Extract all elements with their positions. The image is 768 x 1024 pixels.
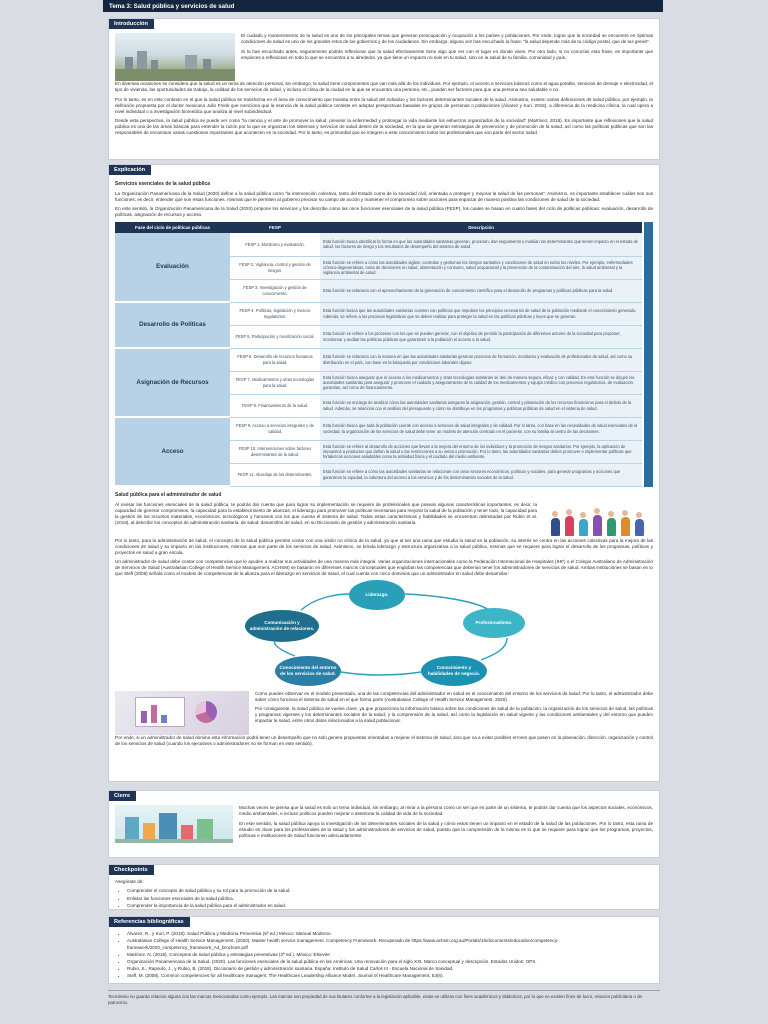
node-profesionalismo: Profesionalismo.: [463, 608, 525, 638]
table-description-cell: Esta función se relaciona con el aprovechamiento de la generación de conocimiento científico para el desarrollo de programas y políticas públicas para la salud.: [320, 279, 642, 302]
page-title: Tema 3: Salud pública y servicios de salud: [103, 0, 663, 12]
footer-disclaimer: Tecmilenio no guarda relación alguna con las marcas mencionadas como ejemplo. Las marcas son propiedad de sus titulares conforme a la legislación aplicable, estas se utilizan con fines académicos y didácticos, por lo que no existen fines de lucro, relación publicitaria o de patrocinio.: [108, 994, 642, 1005]
table-description-cell: Esta función se refiere a los procesos con los que se pueden generar, con el objetivo de permitir la participación de diferentes actores de la sociedad para proponer, monitorear y auditar las políticas públicas que garanticen a la población el acceso a la salud.: [320, 325, 642, 348]
team-illustration: [543, 502, 653, 538]
table-fesp-cell: FESP 8. Financiamiento de la salud.: [230, 394, 320, 417]
explicacion-heading: Explicación: [109, 165, 151, 175]
intro-paragraph-2: Si la has escuchado antes, seguramente podrás reflexionar que la salud efectivamente tiene algo que ver con el lugar en donde vives. Por otro lado, si no conocías esta frase, es importante que empieces a reflexionar en todo lo que se encuentra a tu alrededor, ya que tiene un impacto no solo en tu salud, sino en la salud de tu familia, comunidad y país.: [241, 48, 653, 60]
table-row: [115, 417, 642, 440]
table-fesp-cell: FESP 9. Acceso a servicios integrales y de calidad.: [230, 417, 320, 440]
node-negocio: Conocimiento y habilidades de negocio.: [421, 656, 487, 686]
reference-item: • Stefl, M. (2008). Common competencies for all healthcare managers: The Healthcare Leadership Alliance Model. Journal of Healthcare Management, 53(6).: [127, 973, 653, 979]
explicacion-paragraph-8: Por ende, si un administrador de salud domina esta información podrá tener un desempeño que no solo genera propuestas orientadas a mejorar el sistema de salud, sino que va a evitar posibles errores que pasen en la planeación, dirección, organización y control de los servicios de salud (cuando los ejecutivos o administradores no se forman en este sentido).: [115, 735, 653, 747]
cierre-paragraph-1: Muchas veces se piensa que la salud es solo un tema individual, sin embargo, al mirar a la persona como un ser que es parte de un sistema, te podrás dar cuenta que los aspectos sociales, económicos, medio ambientales, e incluso políticos pueden mejorar o deteriorar la calidad de vida de la sociedad.: [239, 805, 653, 817]
table-description-cell: Esta función se encarga de analizar cómo las autoridades sanitarias aseguran la asignación, gestión, control y planeación de los recursos financieros para el ámbito de la salud. Además, se relaciona con el análisis del presupuesto y cómo se distribuye en los programas y políticas públicas de salud en el sistema de salud.: [320, 394, 642, 417]
intro-paragraph-5: Desde esta perspectiva, la salud pública se puede ver como "la ciencia y el arte de promover la salud, prevenir la enfermedad y prolongar la vida mediante los esfuerzos organizados de la sociedad" (Martínez, 2018). Es importante que reflexiones que la salud pública es una de las áreas básicas para entender la razón por la que se organizan los sistemas y servicios de salud dentro de la sociedad, en la que se generan estrategias de prevención y de promoción de la salud, así como las políticas públicas que son las responsables de encaminar varias cuestiones importantes que acontecen en la sociedad. Por lo tanto, es primordial que se integren a este conocimiento todos los profesionales que son parte del sector salud.: [115, 117, 653, 135]
table-fesp-cell: FESP 4. Políticas, legislación y marcos regulatorios.: [230, 302, 320, 325]
table-row: [115, 302, 642, 325]
table-fesp-cell: FESP 1. Monitoreo y evaluación.: [230, 233, 320, 256]
table-phase-cell: Evaluación: [115, 233, 230, 302]
explicacion-paragraph-3: Al revisar las funciones esenciales de la salud pública, te podrás dar cuenta que para lograr su implementación se requiere de profesionales que posean algunas características importantes, es decir, la capacidad de generar compromisos, la capacidad para la establecimiento de alianzas; el liderazgo para promover las políticas necesarias para mejorar la salud de la población y tener todo, la capacidad para la gestión de los recursos materiales, económicos, tecnológicos y humanos con los que cuenta el sistema de salud. Todas estas características y habilidades se encuentran delimitadas por Rubio et al. (2018), al describir los conceptos de administración sanitaria, de salud: desarrollos de salud, en su Diccionario de gestión y administración sanitaria.: [115, 501, 537, 525]
table-fesp-cell: FESP 11. Abordaje de los determinantes.: [230, 463, 320, 486]
table-description-cell: Esta función se refiere a cómo las autoridades sanitarias se relacionan con otros sectores económicos, políticos y sociales, para generar programas y acciones que garanticen la equidad, la cobertura del acceso a los servicios y de los determinantes sociales de la salud.: [320, 463, 642, 486]
table-fesp-cell: FESP 5. Participación y movilización social.: [230, 325, 320, 348]
explicacion-paragraph-5: Un administrador de salud debe contar con competencias que le ayuden a realizar sus actividades de una manera más integral. Varias organizaciones internacionales como la Federación Internacional de Hospitales (IHF) o el Colegio Australiano de Administración de Servicios de Salud (Australasian College of Health Service Management, ACHSM) se basaron en diferentes marcos conceptuales que engloban las competencias que deberían tener los administradores de servicios de salud. Ambas instituciones se basan en lo que Stefl (2008) señala como el modelo de competencias de la alianza para el liderazgo en servicios de salud, el cual cuenta con cinco dominios que un administrador en salud debe desarrollar:: [115, 559, 653, 577]
table-header-phase: Fase del ciclo de políticas públicas: [115, 222, 230, 233]
table-fesp-cell: FESP 10. Intervenciones sobre factores determinantes de la salud.: [230, 440, 320, 463]
checkpoints-heading: Checkpoints: [109, 865, 154, 875]
table-description-cell: Esta función busca asegurar que el acceso a los medicamentos y otras tecnologías sanitarias se den de manera segura, eficaz y con calidad. En este función se dirigen las autoridades sanitarias para asegurar y promover el cuidado y aseguramiento de la calidad de los medicamentos y equipo médico con procesos regulatorios, de evaluación, garantías, así como de financiamiento.: [320, 371, 642, 394]
explicacion-paragraph-2: En este sentido, la Organización Panamericana de la Salud (2020) propone los servicios y los describe como las once funciones esenciales de la salud pública (FESP), los cuales se basan en cuatro fases del ciclo de políticas públicas: evaluación, desarrollo de políticas, asignación de recursos y acceso.: [115, 206, 653, 218]
explicacion-section: [108, 164, 660, 782]
checkpoint-item: • Comprender el concepto de salud pública y su rol para la promoción de la salud.: [127, 888, 653, 894]
table-fesp-cell: FESP 3. Investigación y gestión de conocimiento.: [230, 279, 320, 302]
reference-item: • Organización Panamericana de la Salud. (2020). Las funciones esenciales de la salud pública en las Américas. Una renovación para el siglo XXI. Marco conceptual y descripción. Estados Unidos: OPS.: [127, 959, 653, 965]
intro-paragraph-4: Por lo tanto, es en este contexto en el que la salud pública se transforma en el área de conocimiento que transita entre la salud del individuo y los factores determinantes sociales de la salud. Asimismo, existen varias definiciones de salud pública, por ejemplo, la definición propuesta por el doctor mexicano Julio Frenk que menciona que la esencia de la salud pública consiste en adoptar perspectivas basadas en grupos de personas o poblaciones (Álvarez y Kuri, 2018), a diferencia de la medicina clínica, la cual opera a nivel individual o a investigación biomédica que analiza al nivel subindividual.: [115, 96, 653, 114]
dashboard-illustration: [115, 691, 249, 735]
table-side-accent: [644, 222, 653, 487]
table-row: [115, 233, 642, 256]
table-fesp-cell: FESP 2. Vigilancia, control y gestión de riesgos.: [230, 256, 320, 279]
table-header-description: Descripción: [320, 222, 642, 233]
table-phase-cell: Asignación de Recursos: [115, 348, 230, 417]
checkpoint-item: • Comprender la importancia de la salud pública para el administrador en salud.: [127, 903, 653, 909]
reference-item: • Rubio, S., Rapoulo, J., y Rubio, B. (2018). Diccionario de gestión y administración sanitaria. España: Instituto de Salud Carlos III - Escuela Nacional de Sanidad.: [127, 966, 653, 972]
intro-section: [108, 18, 660, 160]
reference-item: • Martínez, N. (2018). Conceptos de salud pública y estrategias preventivas (2ª ed.). México: Elsevier.: [127, 952, 653, 958]
footer-divider: [108, 990, 660, 991]
explicacion-paragraph-1: La Organización Panamericana de la Salud (2020) define a la salud pública como "la intervención colectiva, tanto del Estado como de la sociedad civil, orientada a proteger y mejorar la salud de las personas". Asimismo, es importante establecer cuáles son sus funciones; es decir, entender qué son estas funciones, mismas que le permiten al gobierno precisar su campo de acción y mantener el compromiso sobre acciones para impactar de manera positiva las condiciones de salud de la sociedad.: [115, 190, 653, 203]
checkpoints-intro: Asegúrate de:: [115, 879, 144, 885]
referencias-heading: Referencias bibliográficas: [109, 917, 190, 927]
cierre-section: [108, 790, 660, 858]
table-fesp-cell: FESP 7. Medicamentos y otras tecnologías para la salud.: [230, 371, 320, 394]
cierre-heading: Cierre: [109, 791, 136, 801]
references-list: [127, 931, 653, 978]
subheading-servicios: Servicios esenciales de la salud pública: [115, 181, 211, 188]
intro-paragraph-3: En diversas ocasiones se considera que la salud es un tema de atención personal, sin embargo, la salud tiene componentes que van más allá de los individuos. Por ejemplo, el acceso a servicios básicos como el agua potable, servicios de drenaje o electricidad, el tipo de vivienda, las oportunidades de trabajo, la calidad de los servicios de salud, y incluso el clima de la ciudad en la que se encuentra una persona, etc., pueden ser factores para que una persona sea saludable o no.: [115, 81, 653, 93]
table-description-cell: Esta función se refiere al desarrollo de acciones que llevan a la mejora del entorno de los individuos y la promoción de riesgos sanitarios. Por ejemplo, la aplicación de impuestos a productos que dañan la salud o las restricciones a su venta o promoción. Por lo tanto, las autoridades sanitarias deben promover e implementar políticas que fortalezcan acciones saludables como la actividad física y el cuidado del medio ambiente.: [320, 440, 642, 463]
fesp-table: [115, 222, 642, 487]
intro-paragraph-1: El cuidado y mantenimiento de la salud es uno de los principales temas que generan preocupación y ocupación a los países y poblaciones. Por ende, lograr que la sociedad se encuentre en óptimas condiciones de salud es uno de los grandes retos de los gobiernos y de los ciudadanos. Sin embargo, alguna vez has escuchado la frase: "la salud depende más de tu código postal, que de tus genes".: [241, 33, 653, 45]
table-header-fesp: FESP: [230, 222, 320, 233]
table-description-cell: Esta función busca que toda la población cuente con acceso a servicios de salud integrales y de calidad. Por lo tanto, con base en las necesidades de salud esenciales de la sociedad, la organización de los servicios de salud debe tener un modelo de atención centrado en el paciente, con su familia al centro de las decisiones.: [320, 417, 642, 440]
table-fesp-cell: FESP 6. Desarrollo de recursos humanos para la salud.: [230, 348, 320, 371]
table-description-cell: Esta función busca que las autoridades sanitarias cuenten con políticas que impulsen los principios necesarios de salud de la población mediante el conocimiento generado. Además, se refiere a los procesos legislativos que se deben realizar para proteger la salud en las políticas públicas y leyes que se generan.: [320, 302, 642, 325]
competency-cycle-diagram: [245, 580, 545, 688]
city-services-illustration: [115, 805, 233, 843]
intro-heading: Introducción: [109, 19, 154, 29]
explicacion-paragraph-4: Por lo tanto, para la administración de salud, el concepto de la salud pública permite contar con una visión no clínica de la salud, ya que al ser una rama que estudia la salud en la población, su interés se centra en las acciones colectivas para la mejora de las condiciones de salud y su impacto en las instituciones, mismas que son parte de los servicios de salud. Asimismo, se brinda liderazgo y estructura organizativa a la salud pública, mismas que se requiere para lograr el desarrollo de los programas, políticas y proyectos en salud a gran escala.: [115, 537, 653, 555]
table-description-cell: Esta función se refiere a cómo las autoridades vigilan, controlan y gestionan los riesgos sanitarios y condiciones de salud en todos los niveles. Por ejemplo, enfermedades crónico-degenerativas, toma de decisiones en salud, alimentación y consumo, salud ocupacional y la prevención de la contaminación del aire, la salud ambiental y la vigilancia ambiental de salud.: [320, 256, 642, 279]
explicacion-paragraph-7: Por consiguiente, la salud pública se vuelve clave, ya que proporciona la información básica sobre las condiciones de salud de la población, la organización de los servicios de salud, las políticas y programas vigentes y los determinantes sociales de la salud; y la comprensión de la salud, así como la legislación en salud vigente y las condiciones ambientales y del entorno que pueden impactar la salud, entre otros datos relacionados a la salud poblacional.: [255, 706, 653, 724]
checkpoints-section: [108, 864, 660, 910]
subheading-administrador: Salud pública para el administrador de salud: [115, 492, 222, 499]
checkpoints-list: [127, 888, 653, 908]
reference-item: • Álvarez, R., y Kuri, P. (2018). Salud Pública y Medicina Preventiva (5ª ed.) México: Manual Moderno.: [127, 931, 653, 937]
city-landscape-image: [115, 33, 235, 81]
table-description-cell: Esta función busca identificar la forma en que las autoridades sanitarias generan, procesan, dan seguimiento y evalúan los determinantes que tienen impacto en el estado de salud, los factores de riesgo y los resultados de desempeño del sistema de salud.: [320, 233, 642, 256]
table-description-cell: Esta función se relaciona con la manera en que las autoridades sanitarias generan procesos de formación, monitoreo y evaluación de profesionales de salud, así como su distribución en el país, con base en la búsqueda por condiciones laborales dignas.: [320, 348, 642, 371]
node-entorno: Conocimiento del entorno de los servicios de salud.: [275, 656, 341, 686]
table-phase-cell: Acceso: [115, 417, 230, 486]
table-phase-cell: Desarrollo de Políticas: [115, 302, 230, 348]
node-liderazgo: Liderazgo.: [349, 580, 405, 610]
table-row: [115, 348, 642, 371]
referencias-section: [108, 916, 660, 984]
cierre-paragraph-2: En este sentido, la salud pública apoya la investigación de los determinantes sociales de la salud y cómo estos tienen un impacto en el estado de la salud de las poblaciones. Por lo tanto, esta rama de estudio es clave para los profesionales de la salud y los administradores de servicios de salud, puesto que la comprensión de la misma es lo que se requiere para lograr que los programas, proyectos, políticas e instituciones de Salud funcionen adecuadamente.: [239, 820, 653, 838]
checkpoint-item: • Enlistar las funciones esenciales de la salud pública.: [127, 896, 653, 902]
explicacion-paragraph-6: Como puedes observar en el modelo presentado, una de las competencias del administrador en salud es el conocimiento del entorno de los servicios de salud. Por lo tanto, el administrador debe saber cómo funciona el sistema de salud en el que forma parte (Australasian College of Health Service Management, 2020).: [255, 691, 653, 703]
fesp-table-wrapper: [115, 222, 653, 487]
node-comunicacion: Comunicación y administración de relaciones.: [245, 610, 319, 642]
reference-item[interactable]: • Australasian College of Health Service Management. (2020). Master health service management. Competency Framework. Recuperado de https://www.achsm.org.au/Portals/15/documents/education/competency-framework/2020_competency_framework_A4_brochure.pdf: [127, 938, 653, 950]
